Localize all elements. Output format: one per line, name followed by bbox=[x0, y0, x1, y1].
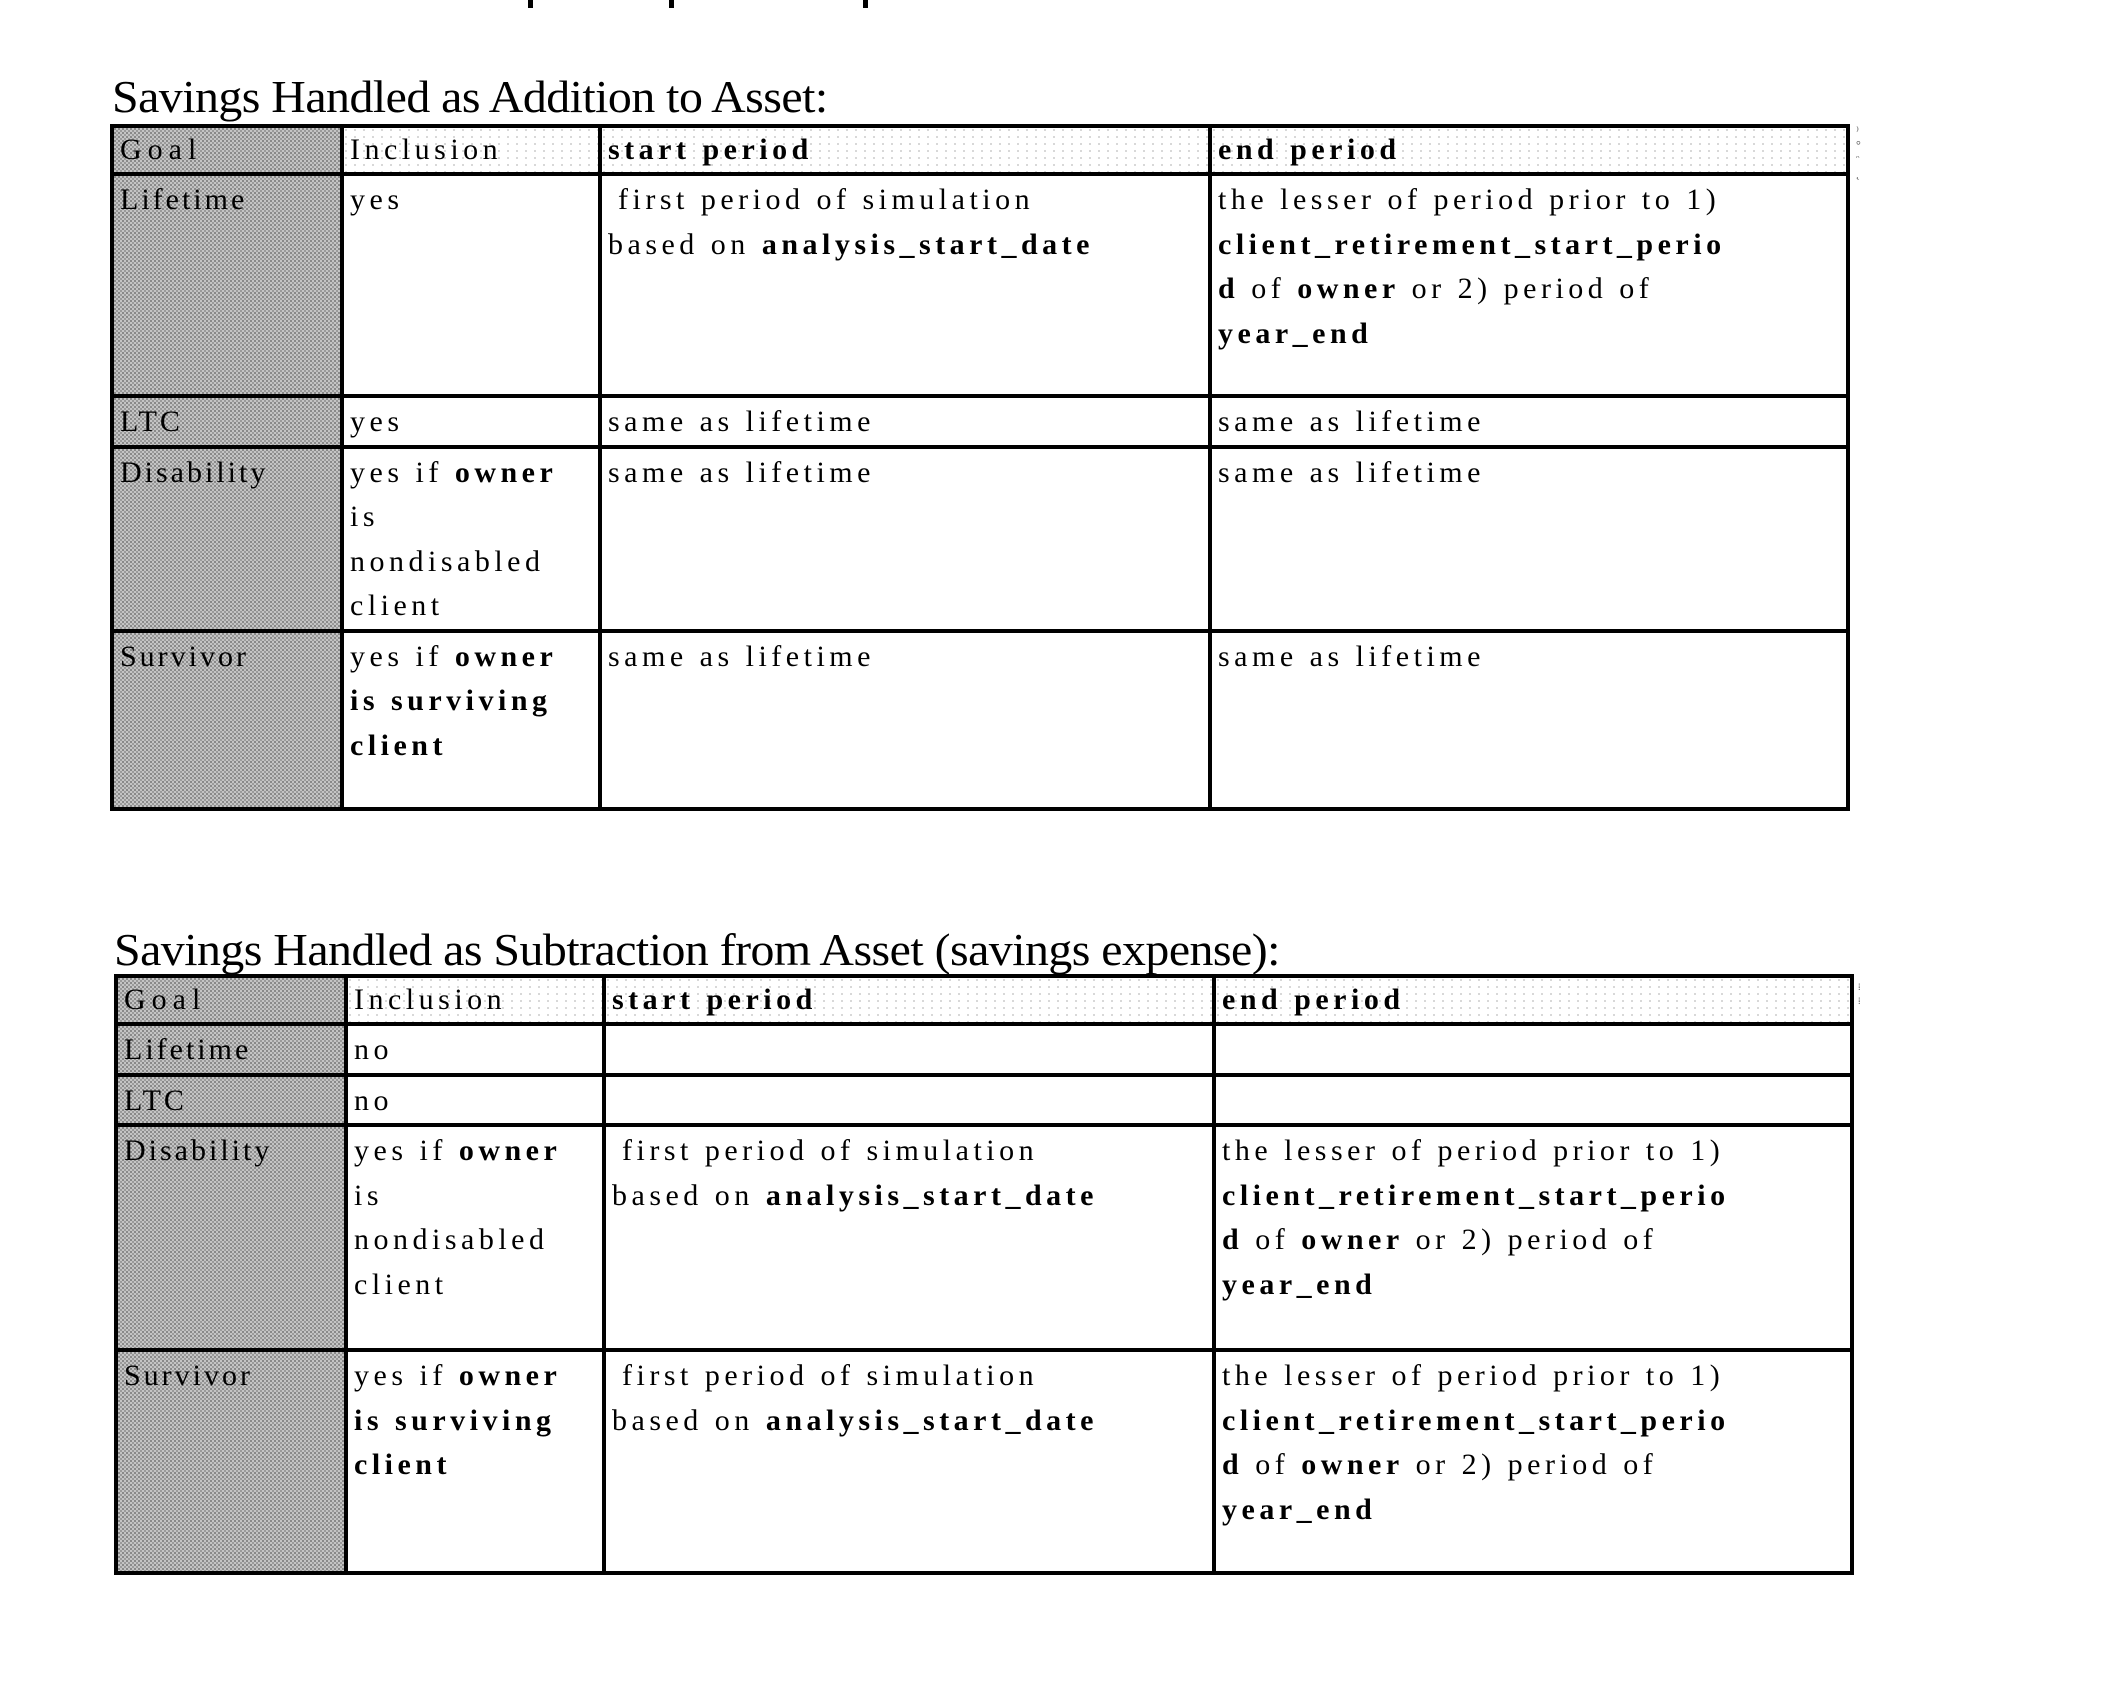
table-row-lifetime bbox=[116, 1024, 1852, 1075]
end-line: d of owner or 2) period of bbox=[1218, 272, 1654, 305]
table-row-ltc bbox=[116, 1075, 1852, 1126]
column-header-inclusion: Inclusion bbox=[346, 976, 604, 1024]
column-header-end-period: end period bbox=[1210, 126, 1848, 174]
table-header-row bbox=[112, 126, 1848, 174]
start-line: based on analysis_start_date bbox=[612, 1178, 1098, 1212]
inclusion-cell bbox=[346, 1125, 604, 1350]
end-period-cell bbox=[1214, 1350, 1852, 1573]
start-line: first period of simulation bbox=[622, 1359, 1039, 1392]
start-period-cell bbox=[604, 1125, 1214, 1350]
inclusion-line: yes if owner bbox=[350, 455, 558, 489]
start-line: first period of simulation bbox=[618, 183, 1035, 216]
inclusion-line: is surviving bbox=[354, 1403, 556, 1437]
end-line: the lesser of period prior to 1) bbox=[1218, 183, 1721, 216]
start-period-cell bbox=[604, 1075, 1214, 1126]
end-line: client_retirement_start_perio bbox=[1222, 1178, 1730, 1212]
column-header-goal: Goal bbox=[116, 976, 346, 1024]
start-period-cell bbox=[600, 174, 1210, 396]
goal-cell: Survivor bbox=[116, 1350, 346, 1573]
section-title-subtraction: Savings Handled as Subtraction from Asset (savings expense): bbox=[114, 924, 1280, 975]
cropped-text-fragments bbox=[0, 0, 2116, 12]
end-line: the lesser of period prior to 1) bbox=[1222, 1359, 1725, 1392]
end-line: year_end bbox=[1218, 316, 1373, 350]
column-header-end-period: end period bbox=[1214, 976, 1852, 1024]
goal-cell: Lifetime bbox=[116, 1024, 346, 1075]
column-header-start-period: start period bbox=[600, 126, 1210, 174]
inclusion-cell bbox=[342, 174, 600, 396]
goal-cell: Lifetime bbox=[112, 174, 342, 396]
inclusion-text: yes bbox=[350, 183, 404, 216]
table-row-disability bbox=[116, 1125, 1852, 1350]
table-row-survivor bbox=[112, 631, 1848, 809]
end-period-cell bbox=[1214, 1075, 1852, 1126]
start-line: first period of simulation bbox=[622, 1134, 1039, 1167]
start-line: based on analysis_start_date bbox=[612, 1403, 1098, 1437]
inclusion-cell: no bbox=[346, 1024, 604, 1075]
inclusion-cell bbox=[342, 447, 600, 631]
inclusion-line: nondisabled bbox=[354, 1223, 549, 1256]
goal-cell: Disability bbox=[112, 447, 342, 631]
inclusion-line: is surviving bbox=[350, 684, 552, 717]
inclusion-line: client bbox=[354, 1448, 451, 1481]
start-period-cell: same as lifetime bbox=[600, 396, 1210, 447]
end-line: the lesser of period prior to 1) bbox=[1222, 1134, 1725, 1167]
end-period-cell: same as lifetime bbox=[1210, 396, 1848, 447]
goal-cell: Survivor bbox=[112, 631, 342, 809]
end-period-cell bbox=[1210, 174, 1848, 396]
end-period-cell bbox=[1214, 1024, 1852, 1075]
scan-noise: ⁞ ⁞ bbox=[1858, 982, 1861, 1006]
start-period-cell: same as lifetime bbox=[600, 631, 1210, 809]
inclusion-line: yes if owner bbox=[354, 1359, 562, 1392]
end-period-cell: same as lifetime bbox=[1210, 447, 1848, 631]
table-addition-to-asset bbox=[110, 124, 1850, 811]
end-line: year_end bbox=[1222, 1267, 1377, 1301]
inclusion-cell bbox=[346, 1350, 604, 1573]
end-line: d of owner or 2) period of bbox=[1222, 1448, 1658, 1481]
table-header-row bbox=[116, 976, 1852, 1024]
goal-cell: LTC bbox=[112, 396, 342, 447]
table-row-lifetime bbox=[112, 174, 1848, 396]
table-row-ltc bbox=[112, 396, 1848, 447]
inclusion-cell: yes bbox=[342, 396, 600, 447]
inclusion-line: client bbox=[354, 1267, 448, 1301]
start-period-cell bbox=[604, 1350, 1214, 1573]
column-header-goal: Goal bbox=[112, 126, 342, 174]
goal-cell: Disability bbox=[116, 1125, 346, 1350]
column-header-start-period: start period bbox=[604, 976, 1214, 1024]
inclusion-cell bbox=[342, 631, 600, 809]
inclusion-line: nondisabled bbox=[350, 544, 545, 578]
end-line: year_end bbox=[1222, 1492, 1377, 1526]
inclusion-line: yes if owner bbox=[350, 639, 558, 673]
section-title-addition: Savings Handled as Addition to Asset: bbox=[112, 71, 828, 122]
end-period-cell: same as lifetime bbox=[1210, 631, 1848, 809]
inclusion-line: is bbox=[350, 500, 380, 533]
table-row-disability bbox=[112, 447, 1848, 631]
table-row-survivor bbox=[116, 1350, 1852, 1573]
end-line: d of owner or 2) period of bbox=[1222, 1223, 1658, 1256]
table-subtraction-from-asset bbox=[114, 974, 1854, 1575]
column-header-inclusion: Inclusion bbox=[342, 126, 600, 174]
inclusion-line: client bbox=[350, 728, 447, 762]
end-line: client_retirement_start_perio bbox=[1218, 227, 1726, 261]
end-period-cell bbox=[1214, 1125, 1852, 1350]
inclusion-line: is bbox=[354, 1178, 384, 1212]
start-period-cell bbox=[604, 1024, 1214, 1075]
inclusion-line: yes if owner bbox=[354, 1134, 562, 1167]
inclusion-line: client bbox=[350, 589, 444, 622]
start-line: based on analysis_start_date bbox=[608, 227, 1094, 261]
start-period-cell: same as lifetime bbox=[600, 447, 1210, 631]
end-line: client_retirement_start_perio bbox=[1222, 1403, 1730, 1437]
goal-cell: LTC bbox=[116, 1075, 346, 1126]
scan-noise: ⁾ ° ᵔ ˛ bbox=[1856, 124, 1861, 180]
inclusion-cell: no bbox=[346, 1075, 604, 1126]
